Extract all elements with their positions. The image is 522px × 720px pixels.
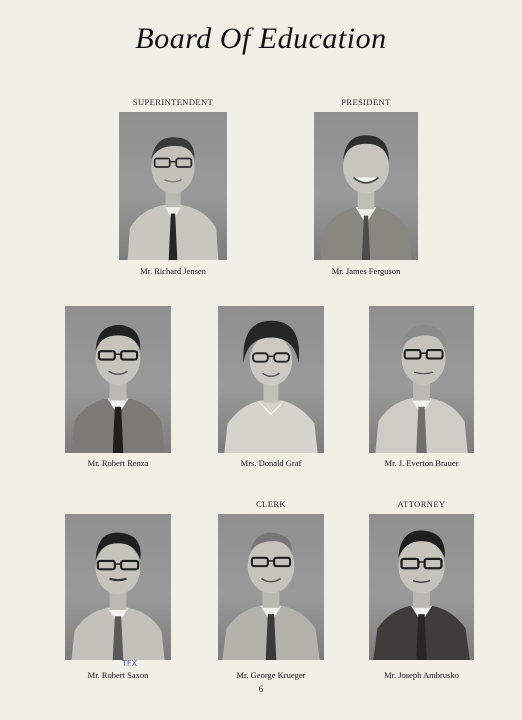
portrait-photo (65, 514, 171, 660)
member-name: Mr. Joseph Ambrusko (384, 670, 459, 680)
member-name: Mr. James Ferguson (331, 266, 401, 276)
role-clerk: CLERK (256, 499, 286, 509)
handwritten-annotation: TFX (122, 659, 137, 668)
role-attorney: ATTORNEY (397, 499, 446, 509)
portrait-photo (218, 306, 324, 453)
portrait-photo (369, 514, 474, 660)
member-name: Mr. J. Everton Brauer (384, 458, 459, 468)
portrait-photo (119, 112, 227, 260)
member-name: Mr. Robert Saxon (87, 670, 149, 680)
role-president: PRESIDENT (341, 97, 391, 107)
member-name: Mr. Robert Renza (87, 458, 149, 468)
page-title: Board Of Education (135, 22, 387, 55)
member-name: Mrs. Donald Graf (240, 458, 302, 468)
member-name: Mr. Richard Jensen (140, 266, 206, 276)
portrait-photo (218, 514, 324, 660)
role-superintendent: SUPERINTENDENT (132, 97, 214, 107)
portrait-photo (65, 306, 171, 453)
portrait-photo (369, 306, 474, 453)
portrait-photo (314, 112, 418, 260)
member-name: Mr. George Krueger (236, 670, 306, 680)
page-number: 6 (258, 684, 264, 694)
